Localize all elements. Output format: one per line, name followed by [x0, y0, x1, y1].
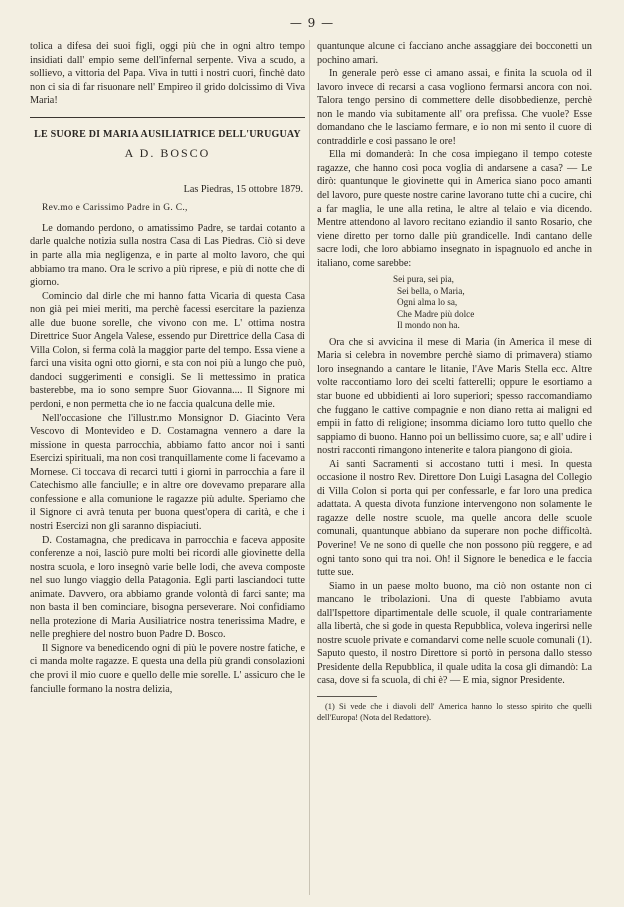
letter-dateline: Las Piedras, 15 ottobre 1879.	[183, 183, 303, 195]
footnote-rule	[317, 696, 377, 697]
body-paragraph: Siamo in un paese molto buono, ma ciò non ostante non ci mancano le tribolazioni. Una di queste l'abbiamo avuta dall'Ispettore dipartimentale delle scuole, il quale contrariamente alla libertà, che si gode in questa Repubblica, voleva ingerirsi nelle nostre scuole private e comandarvi come nelle scuole comunali (1). Saputo questo, il nostro Direttore si portò in persona dallo stesso Presidente della Repubblica, il quale udita la cosa gli dimandò: La casa, dove si fa scuola, di chi è? — E mia, signor Presidente.	[317, 580, 592, 687]
body-paragraph: In generale però esse ci amano assai, e finita la scuola od il lavoro invece di recarsi a casa vogliono fermarsi ancora con noi. Talora tengo persino di commettere delle disobbedienze, perchè non le mando via subitamente all' ora prefissa. Che vuole? Esse domandano che le lasciamo fermare, e io non mi sento il cuore di contraddirle e così passano le ore!	[317, 68, 592, 147]
right-column	[317, 40, 592, 723]
article-recipient: A D. BOSCO	[124, 146, 211, 161]
section-divider	[30, 117, 305, 118]
body-paragraph: Ora che si avvicina il mese di Maria (in America il mese di Maria si celebra in novembre perchè siamo di primavera) stiamo loro insegnando a cantare le litanie, l'Ave Maris Stella ecc. Altre volte raccontiamo loro dei scelti fatterelli; oppure le esortiamo a star buone ed ubbidienti ai loro superiori; spesso raccomandiamo che fuggano le cattive compagnie e non diano retta ai maligni ed empii in fatto di religione; insomma diciamo loro tutto quello che sappiamo di buono. Hanno poi un bellissimo cuore, sa; e all' udire i nostri racconti rimangono intenerite e talora piangono di gioia.	[317, 336, 592, 457]
left-column	[30, 40, 305, 696]
body-paragraph: quantunque alcune ci facciano anche assaggiare dei bocconetti un pochino amari.	[317, 41, 592, 66]
intro-paragraph: tolica a difesa dei suoi figli, oggi più che in ogni altro tempo insidiati dall' empio seme dell'infernal serpente. Viva a scudo, a sollievo, a vittoria del Papa. Viva in tutti i nostri cuori, finchè dato non ci sia di far risuonare nell' Empireo il grido dolcissimo di Viva Maria!	[30, 41, 305, 107]
body-paragraph: Ai santi Sacramenti si accostano tutti i mesi. In questa occasione il nostro Rev. Direttore Don Luigi Lasagna del Collegio di Villa Colon si porta qui per confessarle, e far loro una predica adattata. A questa divota funzione intervengono non solamente le ragazze delle nostre scuole, ma quelle ancora delle scuole comunali, quantunque abbiano da superare non poche difficoltà. Poverine! Ve ne sono di quelle che non possono più reggere, e ad ogni tanto sono qui tra noi. Oh! il Signore le benedica e le faccia tutte sue.	[317, 458, 592, 579]
hymn-verse	[393, 274, 592, 332]
footnote: (1) Si vede che i diavoli dell' America hanno lo stesso spirito che quelli dell'Europa! (Nota del Redattore).	[317, 702, 592, 723]
page-number: — 9 —	[289, 16, 335, 30]
body-paragraph: Il Signore va benedicendo ogni di più le povere nostre fatiche, e ci manda molte ragazze. E questa una della più grandi consolazioni che provi il mio cuore e quello delle mie sorelle. L' assicuro che le fanciulle formano la nostra delizia,	[30, 642, 305, 695]
verse-line: Che Madre più dolce	[397, 308, 475, 319]
body-paragraph: Comincio dal dirle che mi hanno fatta Vicaria di questa Casa non già pei miei meriti, ma perchè facessi esercitare la pazienza alle due buone sorelle, che vivono con me. L' ottima nostra Direttrice Suor Angela Valese, essendo pur Direttrice della Casa di Villa Colon, si ferma colà la maggior parte del tempo. Essa viene a farci una visita ogni otto giorni, e sta con noi più a lungo che può, dandoci suggerimenti e consigli. Se li mettessimo in pratica basterebbe, ma io sono sempre Suor Giovanna.... Il Signore mi perdoni, e non permetta che io ne faccia qualcuna delle mie.	[30, 290, 305, 411]
body-paragraph: Le domando perdono, o amatissimo Padre, se tardai cotanto a darle qualche notizia sulla nostra Casa di Las Piedras. Ciò si deve in parte alla mia negligenza, e in parte al molto lavoro, che qui abbiamo tra mano. Ora le scrivo a più riprese, e più di notte che di giorno.	[30, 222, 305, 289]
verse-line: Sei bella, o Maria,	[397, 285, 465, 296]
body-paragraph: Ella mi domanderà: In che cosa impiegano il tempo coteste ragazze, che hanno così poca voglia di andarsene a casa? — Le dirò: quantunque le giovinette qui in America siano poco amanti del lavoro, pure queste nostre carine lavorano tutte chi a cucire, chi a far maglia, le une alla retina, le altre al telaio e via dicendo. Mentre attendono al lavoro recitano eziandio il santo Rosario, che viene diretto per torno dalle più grandicelle. Indi cantano delle sacre lodi, che loro abbiamo insegnato in ispagnuolo ed anche in italiano, come sarebbe:	[317, 149, 592, 269]
verse-line: Sei pura, sei pia,	[393, 274, 454, 285]
body-paragraph: D. Costamagna, che predicava in parrocchia e faceva apposite conferenze a noi, lasciò pure molti bei ricordi alle giovinette della nostra scuola, e loro insegnò varie belle lodi, che aveva composte nel suo lungo viaggio della Patagonia. Egli parti lasciandoci tutte animate. Davvero, ora abbiamo grande volontà di farci sante; ma non basta il ben cominciare, bisogna perseverare. Noi confidiamo nella protezione di Maria Ausiliatrice nostra tenerissima Madre, e nelle preghiere del nostro buon Padre D. Bosco.	[30, 534, 305, 641]
article-headline: LE SUORE DI MARIA AUSILIATRICE DELL'URUGUAY	[34, 128, 301, 140]
column-divider	[309, 40, 310, 895]
verse-line: Ogni alma lo sa,	[397, 297, 458, 308]
verse-line: Il mondo non ha.	[397, 320, 460, 331]
letter-salutation: Rev.mo e Carissimo Padre in G. C.,	[42, 203, 188, 214]
body-paragraph: Nell'occasione che l'illustr.mo Monsignor D. Giacinto Vera Vescovo di Montevideo e D. Costamagna vennero a dare la missione in questa parrocchia, abbiamo fatto ancor noi i santi Esercizi spirituali, ma non così tranquillamente come li facevamo a Mornese. Ci toccava di recarci tutti i giorni in parrocchia a fare il Catechismo alle fanciulle; e in altre ore dovevamo preparare alla confessione e alla comunione le ragazze più adulte. Speriamo che il Signore ci avrà tenuta per buona quest'opera di carità, e che i nostri Esercizi non gli saranno dispiaciuti.	[30, 412, 305, 532]
